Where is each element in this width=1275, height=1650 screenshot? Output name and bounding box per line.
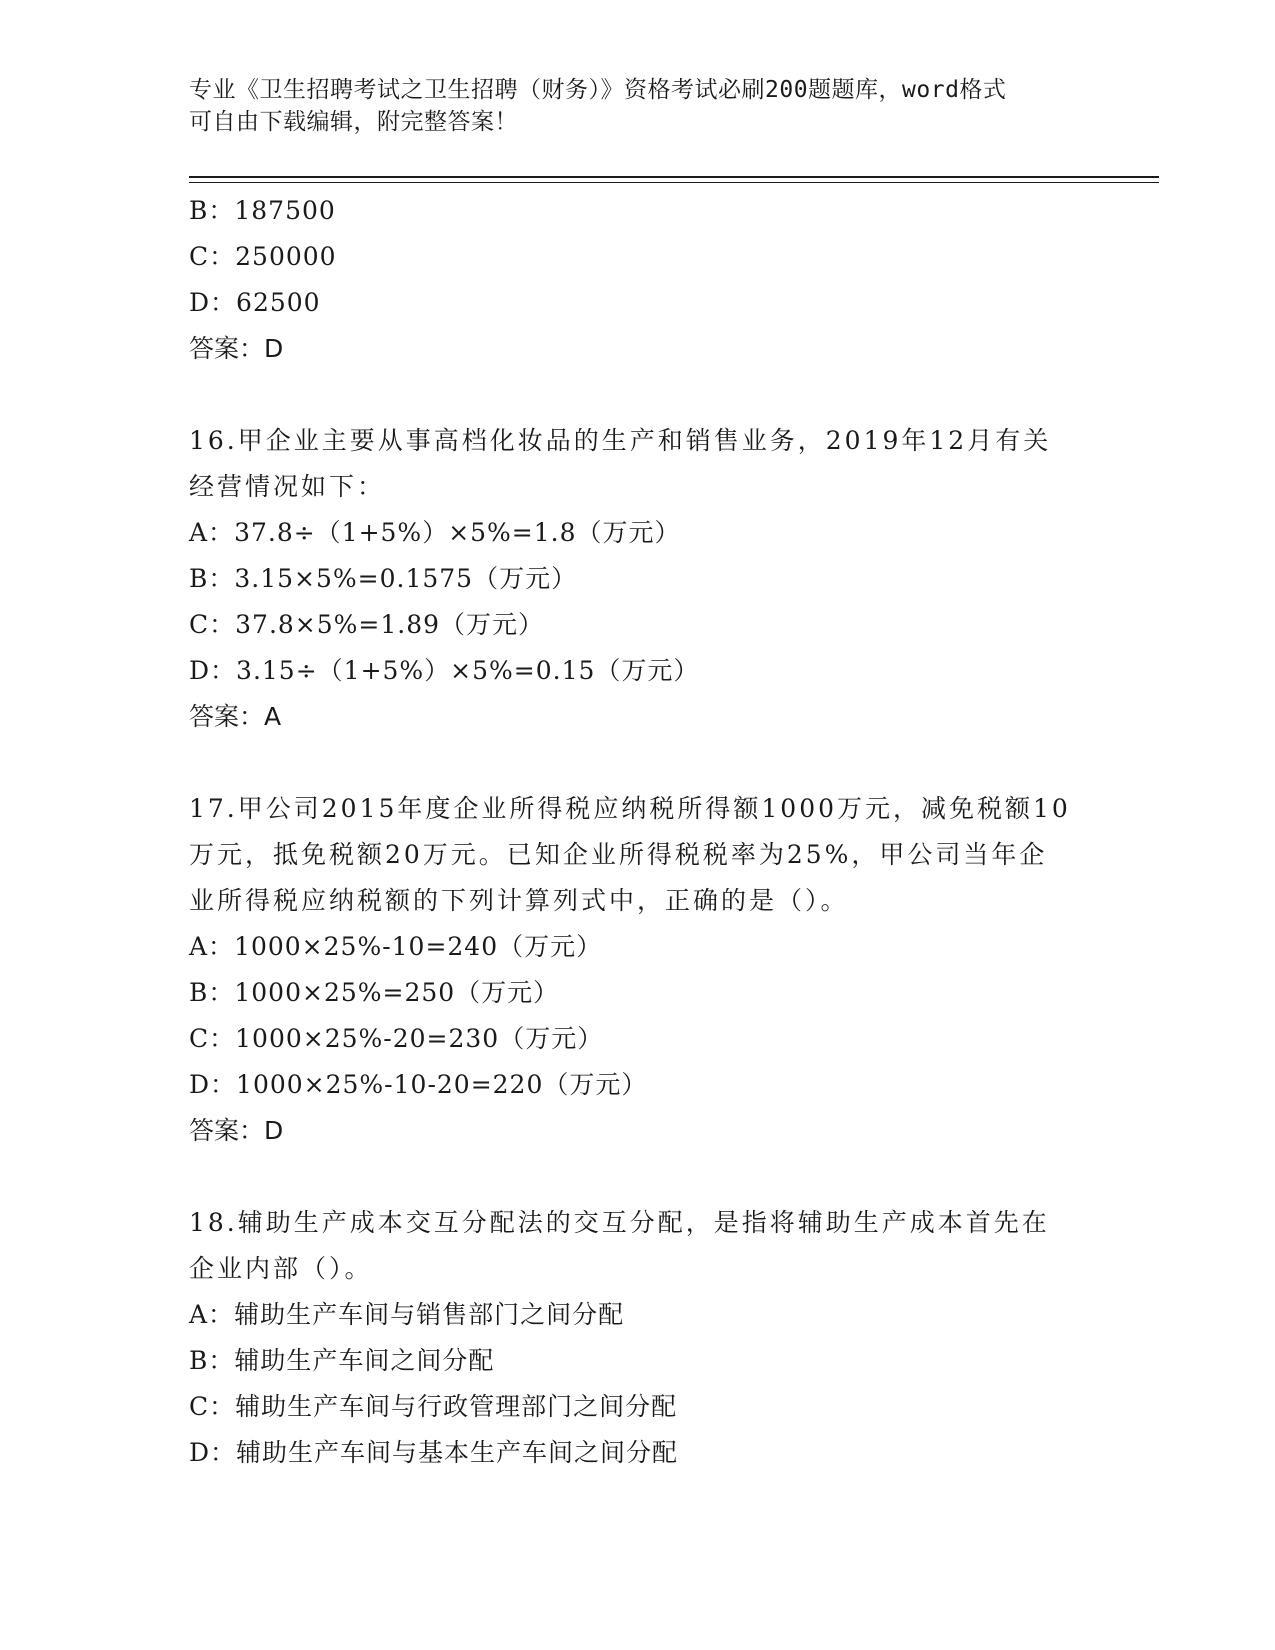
document-header — [189, 74, 1089, 138]
answer-line: 答案：A — [189, 702, 282, 731]
option-text: 1000×25%-10-20=220（万元） — [236, 1070, 648, 1099]
option-text: 辅助生产车间与行政管理部门之间分配 — [235, 1392, 678, 1421]
option-d — [189, 1430, 1089, 1476]
option-key: A： — [189, 518, 235, 547]
answer-line: 答案：D — [189, 334, 284, 363]
question-stem — [189, 786, 1089, 924]
option-key: B： — [189, 564, 235, 593]
header-line-2: 可自由下载编辑，附完整答案！ — [189, 109, 518, 135]
stem-line: 18.辅助生产成本交互分配法的交互分配，是指将辅助生产成本首先在 — [189, 1208, 1050, 1237]
option-key: D： — [189, 288, 237, 317]
option-d — [189, 1062, 1089, 1108]
option-text: 辅助生产车间之间分配 — [234, 1346, 495, 1375]
option-d — [189, 280, 1089, 326]
option-text: 37.8÷（1+5%）×5%=1.8（万元） — [234, 518, 681, 547]
option-text: 250000 — [235, 242, 337, 271]
option-key: C： — [189, 1024, 236, 1053]
option-text: 3.15÷（1+5%）×5%=0.15（万元） — [236, 656, 700, 685]
option-a — [189, 924, 1089, 970]
option-b — [189, 970, 1089, 1016]
option-key: D： — [189, 656, 237, 685]
header-line-1: 专业《卫生招聘考试之卫生招聘（财务）》资格考试必刷200题题库，word格式 — [189, 77, 1007, 103]
stem-line: 企业内部（）。 — [189, 1254, 373, 1283]
option-text: 辅助生产车间与基本生产车间之间分配 — [236, 1438, 679, 1467]
option-text: 37.8×5%=1.89（万元） — [235, 610, 545, 639]
option-a — [189, 510, 1089, 556]
stem-line: 经营情况如下： — [189, 472, 386, 501]
question-list — [189, 188, 1089, 1476]
option-text: 62500 — [236, 288, 321, 317]
option-c — [189, 1384, 1089, 1430]
question-17 — [189, 786, 1089, 1154]
question-stem — [189, 418, 1089, 510]
option-text: 1000×25%=250（万元） — [234, 978, 560, 1007]
option-key: D： — [189, 1438, 237, 1467]
option-c — [189, 1016, 1089, 1062]
header-divider-thin — [189, 182, 1159, 183]
option-c — [189, 602, 1089, 648]
option-b — [189, 556, 1089, 602]
header-divider-thick — [189, 176, 1159, 178]
option-key: A： — [189, 1300, 235, 1329]
option-a — [189, 1292, 1089, 1338]
stem-line: 17.甲公司2015年度企业所得税应纳税所得额1000万元，减免税额10 — [189, 794, 1071, 823]
option-text: 187500 — [234, 196, 336, 225]
option-b — [189, 188, 1089, 234]
prev-question — [189, 188, 1089, 372]
spacer — [189, 740, 1089, 786]
spacer — [189, 1154, 1089, 1200]
option-text: 辅助生产车间与销售部门之间分配 — [234, 1300, 625, 1329]
question-18 — [189, 1200, 1089, 1476]
option-key: B： — [189, 1346, 235, 1375]
option-text: 1000×25%-20=230（万元） — [235, 1024, 604, 1053]
question-stem — [189, 1200, 1089, 1292]
stem-line: 万元，抵免税额20万元。已知企业所得税税率为25%，甲公司当年企 — [189, 840, 1048, 869]
option-text: 1000×25%-10=240（万元） — [234, 932, 603, 961]
option-key: C： — [189, 242, 236, 271]
spacer — [189, 372, 1089, 418]
option-key: A： — [189, 932, 235, 961]
option-key: C： — [189, 610, 236, 639]
stem-line: 16.甲企业主要从事高档化妆品的生产和销售业务，2019年12月有关 — [189, 426, 1052, 455]
option-key: B： — [189, 196, 235, 225]
answer-line: 答案：D — [189, 1116, 284, 1145]
option-b — [189, 1338, 1089, 1384]
stem-line: 业所得税应纳税额的下列计算列式中，正确的是（）。 — [189, 886, 849, 915]
option-key: C： — [189, 1392, 236, 1421]
question-16 — [189, 418, 1089, 740]
option-text: 3.15×5%=0.1575（万元） — [234, 564, 578, 593]
option-key: B： — [189, 978, 235, 1007]
option-c — [189, 234, 1089, 280]
option-d — [189, 648, 1089, 694]
option-key: D： — [189, 1070, 237, 1099]
